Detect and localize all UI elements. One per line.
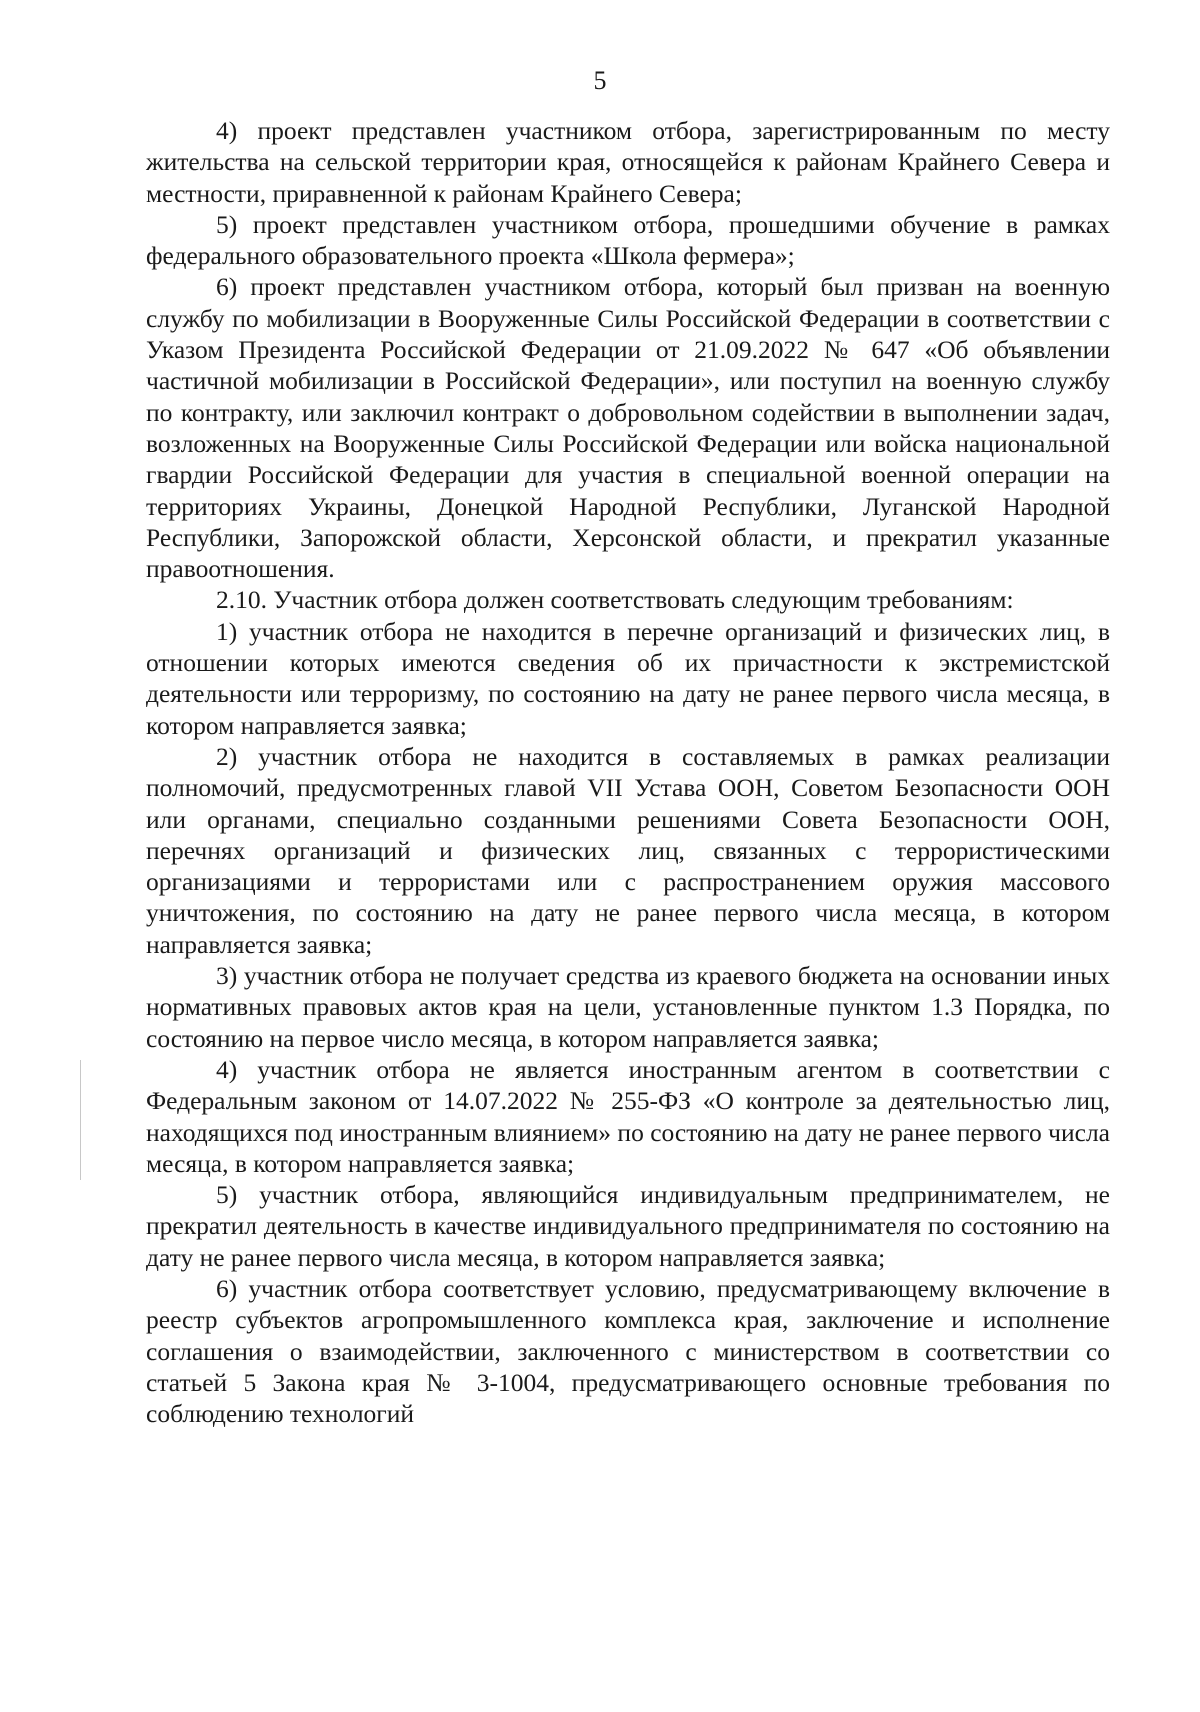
paragraph-item-6-project-military: 6) проект представлен участником отбора, который был призван на военную службу по мобилизации в Вооруженные Силы Российской Федерации в соответствии с Указом Президента Российской Федерации от 21.09.2022 № 647 «Об объявлении частичной мобилизации в Российской Федерации», или поступил на военную службу по контракту, или заключил контракт о добровольном содействии в выполнении задач, возложенных на Вооруженные Силы Российской Федерации или войска национальной гвардии Российской Федерации для участия в специальной военной операции на территориях Украины, Донецкой Народной Республики, Луганской Народной Республики, Запорожской области, Херсонской области, и прекратил указанные правоотношения. — [146, 272, 1110, 584]
paragraph-requirement-5: 5) участник отбора, являющийся индивидуальным предпринимателем, не прекратил деятельность в качестве индивидуального предпринимателя по состоянию на дату не ранее первого числа месяца, в котором направляется заявка; — [146, 1180, 1110, 1272]
paragraph-requirement-4: 4) участник отбора не является иностранным агентом в соответствии с Федеральным законом от 14.07.2022 № 255-ФЗ «О контроле за деятельностью лиц, находящихся под иностранным влиянием» по состоянию на дату не ранее первого числа месяца, в котором направляется заявка; — [146, 1054, 1110, 1178]
paragraph-requirement-2: 2) участник отбора не находится в составляемых в рамках реализации полномочий, предусмотренных главой VII Устава ООН, Советом Безопасности ООН или органами, специально созданными решениями Совета Безопасности ООН, перечнях организаций и физических лиц, связанных с террористическими организациями и террористами или с распространением оружия массового уничтожения, по состоянию на дату не ранее первого числа месяца, в котором направляется заявка; — [146, 741, 1110, 959]
paragraph-item-5-project-school: 5) проект представлен участником отбора, прошедшими обучение в рамках федерального образовательного проекта «Школа фермера»; — [146, 209, 1110, 271]
paragraph-requirement-1: 1) участник отбора не находится в перечне организаций и физических лиц, в отношении которых имеются сведения об их причастности к экстремистской деятельности или терроризму, по состоянию на дату не ранее первого числа месяца, в котором направляется заявка; — [146, 616, 1110, 740]
paragraph-item-4-project-north: 4) проект представлен участником отбора, зарегистрированным по месту жительства на сельской территории края, относящейся к районам Крайнего Севера и местности, приравненной к районам Крайнего Севера; — [146, 116, 1110, 208]
page-number: 5 — [593, 66, 607, 95]
scan-margin-line — [80, 1060, 81, 1180]
document-body — [146, 115, 1110, 1429]
paragraph-requirement-3: 3) участник отбора не получает средства из краевого бюджета на основании иных нормативных правовых актов края на цели, установленные пунктом 1.3 Порядка, по состоянию на первое число месяца, в котором направляется заявка; — [146, 961, 1110, 1053]
paragraph-requirement-6: 6) участник отбора соответствует условию, предусматривающему включение в реестр субъектов агропромышленного комплекса края, заключение и исполнение соглашения о взаимодействии, заключенного с министерством в соответствии со статьей 5 Закона края № 3-1004, предусматривающего основные требования по соблюдению технологий — [146, 1273, 1110, 1429]
paragraph-section-2-10: 2.10. Участник отбора должен соответствовать следующим требованиям: — [216, 585, 1014, 615]
